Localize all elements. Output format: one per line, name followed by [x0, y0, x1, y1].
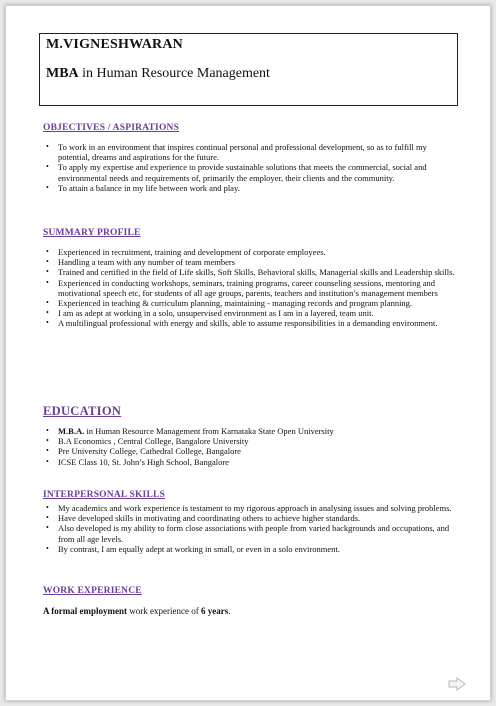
list-item: • To work in an environment that inspires continual personal and professional development, so as to fulfill my potential, dreams and aspirations for the future. [43, 142, 457, 162]
education-heading: EDUCATION [43, 404, 122, 418]
degree-abbr: MBA [46, 66, 79, 81]
list-item: • To attain a balance in my life between work and play. [43, 183, 457, 193]
summary-section [43, 228, 457, 329]
objectives-heading: OBJECTIVES / ASPIRATIONS [43, 123, 180, 133]
list-item: • Experienced in conducting workshops, seminars, training programs, career counseling sessions, mentoring and motivational speech etc, for students of all age groups, parents, teachers and institution’s management members [43, 278, 457, 298]
list-item: • My academics and work experience is testament to my rigorous approach in analysing issues and solving problems. [43, 503, 457, 513]
work-end: . [228, 606, 231, 616]
education-degree-bold: M.B.A. [58, 426, 85, 436]
list-item: • Pre University College, Cathedral College, Bangalore [43, 446, 457, 456]
objectives-section [43, 123, 457, 193]
degree-rest: in Human Resource Management [78, 66, 270, 81]
list-item: • Also developed is my ability to form close associations with people from varied backgrounds and occupations, and from all age levels. [43, 523, 457, 543]
summary-heading: SUMMARY PROFILE [43, 228, 141, 238]
summary-list [43, 247, 457, 329]
list-item: • Handling a team with any number of team members [43, 257, 457, 267]
interpersonal-section [43, 490, 457, 554]
list-item: • I am as adept at working in a solo, unsupervised environment as I am in a layered, team unit. [43, 308, 457, 318]
next-page-arrow-icon[interactable] [448, 677, 466, 691]
list-item: • ICSE Class 10, St. John’s High School, Bangalore [43, 457, 457, 467]
list-item [43, 426, 457, 436]
interpersonal-heading: INTERPERSONAL SKILLS [43, 490, 165, 500]
education-section [43, 404, 457, 467]
candidate-degree [46, 66, 457, 82]
list-item: • Trained and certified in the field of Life skills, Soft Skills, Behavioral skills, Managerial skills and Leadership skills. [43, 267, 457, 277]
objectives-list [43, 142, 457, 193]
list-item: • Experienced in recruitment, training and development of corporate employees. [43, 247, 457, 257]
list-item: • Have developed skills in motivating and coordinating others to achieve higher standards. [43, 513, 457, 523]
list-item: • To apply my expertise and experience to provide sustainable solutions that meets the commercial, social and environmental needs and requirements of, primarily the employer, their clients and the community. [43, 162, 457, 182]
work-lead: A formal employment [43, 606, 127, 616]
education-list [43, 426, 457, 467]
header-box [39, 33, 458, 106]
education-degree-rest: in Human Resource Management from Karnataka State Open University [84, 426, 334, 436]
candidate-name: M.VIGNESHWARAN [46, 37, 183, 52]
work-summary [43, 606, 457, 616]
work-section [43, 586, 457, 616]
list-item: • B.A Economics , Central College, Bangalore University [43, 436, 457, 446]
list-item: • By contrast, I am equally adept at working in small, or even in a solo environment. [43, 544, 457, 554]
list-item: • A multilingual professional with energy and skills, able to assume responsibilities in a demanding environment. [43, 318, 457, 328]
list-item: • Experienced in teaching & curriculum planning, maintaining - managing records and program planning. [43, 298, 457, 308]
work-heading: WORK EXPERIENCE [43, 586, 142, 596]
resume-page [5, 5, 491, 701]
interpersonal-list [43, 503, 457, 554]
work-middle: work experience of [126, 606, 201, 616]
work-years: 6 years [200, 606, 229, 616]
